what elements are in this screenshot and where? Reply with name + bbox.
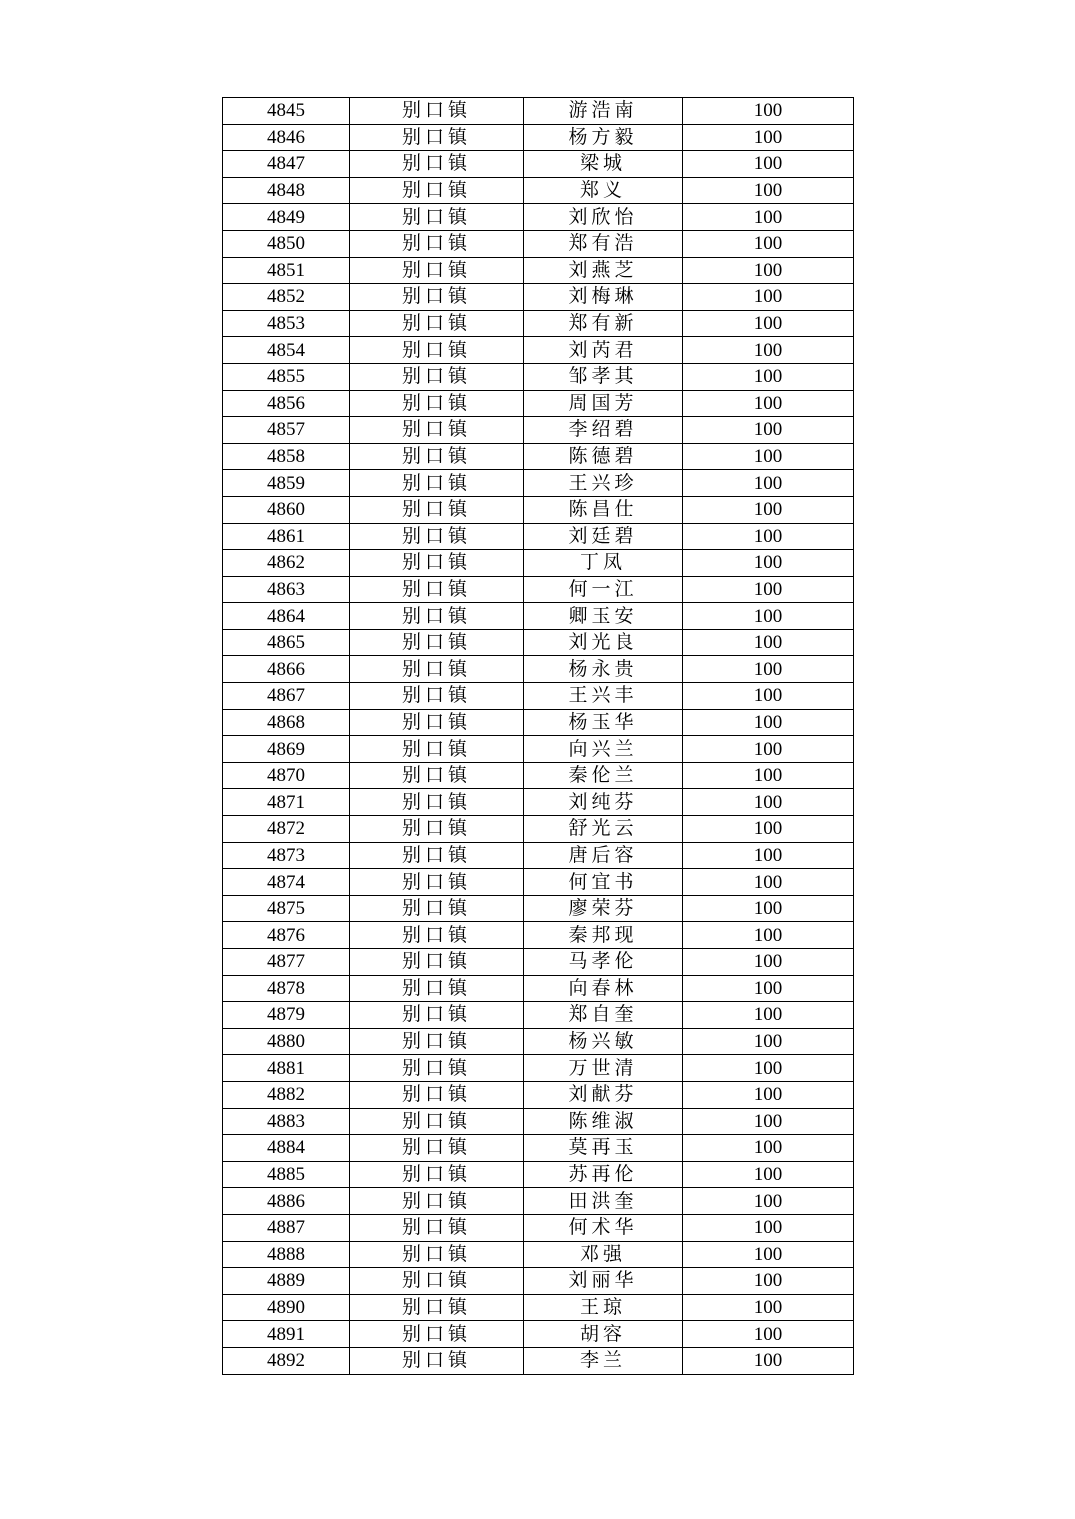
- person-name-cell: 刘芮君: [524, 337, 683, 364]
- serial-number-cell: 4876: [223, 922, 350, 949]
- serial-number-cell: 4867: [223, 683, 350, 710]
- person-name-cell: 向兴兰: [524, 736, 683, 763]
- roster-table-body: [223, 98, 854, 1375]
- person-name-cell: 何一江: [524, 576, 683, 603]
- serial-number-cell: 4870: [223, 762, 350, 789]
- table-row: [223, 842, 854, 869]
- person-name-cell: 杨方毅: [524, 124, 683, 151]
- amount-cell: 100: [683, 1055, 854, 1082]
- person-name-cell: 何术华: [524, 1214, 683, 1241]
- town-cell: 别口镇: [350, 177, 524, 204]
- town-cell: 别口镇: [350, 443, 524, 470]
- amount-cell: 100: [683, 895, 854, 922]
- serial-number-cell: 4869: [223, 736, 350, 763]
- serial-number-cell: 4889: [223, 1268, 350, 1295]
- amount-cell: 100: [683, 1214, 854, 1241]
- town-cell: 别口镇: [350, 683, 524, 710]
- person-name-cell: 苏再伦: [524, 1161, 683, 1188]
- person-name-cell: 莫再玉: [524, 1135, 683, 1162]
- amount-cell: 100: [683, 869, 854, 896]
- table-row: [223, 895, 854, 922]
- amount-cell: 100: [683, 709, 854, 736]
- table-row: [223, 1294, 854, 1321]
- amount-cell: 100: [683, 390, 854, 417]
- serial-number-cell: 4868: [223, 709, 350, 736]
- serial-number-cell: 4862: [223, 550, 350, 577]
- amount-cell: 100: [683, 1241, 854, 1268]
- town-cell: 别口镇: [350, 842, 524, 869]
- serial-number-cell: 4872: [223, 816, 350, 843]
- town-cell: 别口镇: [350, 789, 524, 816]
- town-cell: 别口镇: [350, 1002, 524, 1029]
- table-row: [223, 603, 854, 630]
- serial-number-cell: 4854: [223, 337, 350, 364]
- table-row: [223, 975, 854, 1002]
- table-row: [223, 284, 854, 311]
- person-name-cell: 邹孝其: [524, 363, 683, 390]
- serial-number-cell: 4892: [223, 1347, 350, 1374]
- amount-cell: 100: [683, 443, 854, 470]
- town-cell: 别口镇: [350, 337, 524, 364]
- amount-cell: 100: [683, 1321, 854, 1348]
- person-name-cell: 王兴丰: [524, 683, 683, 710]
- serial-number-cell: 4847: [223, 151, 350, 178]
- serial-number-cell: 4877: [223, 949, 350, 976]
- amount-cell: 100: [683, 363, 854, 390]
- table-row: [223, 177, 854, 204]
- amount-cell: 100: [683, 842, 854, 869]
- town-cell: 别口镇: [350, 1081, 524, 1108]
- amount-cell: 100: [683, 177, 854, 204]
- amount-cell: 100: [683, 762, 854, 789]
- serial-number-cell: 4855: [223, 363, 350, 390]
- table-row: [223, 869, 854, 896]
- town-cell: 别口镇: [350, 975, 524, 1002]
- table-row: [223, 1161, 854, 1188]
- person-name-cell: 刘光良: [524, 629, 683, 656]
- serial-number-cell: 4886: [223, 1188, 350, 1215]
- person-name-cell: 陈德碧: [524, 443, 683, 470]
- amount-cell: 100: [683, 310, 854, 337]
- amount-cell: 100: [683, 1108, 854, 1135]
- town-cell: 别口镇: [350, 1108, 524, 1135]
- serial-number-cell: 4878: [223, 975, 350, 1002]
- person-name-cell: 周国芳: [524, 390, 683, 417]
- person-name-cell: 田洪奎: [524, 1188, 683, 1215]
- roster-table: [222, 97, 854, 1375]
- table-row: [223, 1214, 854, 1241]
- table-row: [223, 1321, 854, 1348]
- serial-number-cell: 4859: [223, 470, 350, 497]
- serial-number-cell: 4884: [223, 1135, 350, 1162]
- amount-cell: 100: [683, 576, 854, 603]
- town-cell: 别口镇: [350, 949, 524, 976]
- person-name-cell: 李绍碧: [524, 417, 683, 444]
- town-cell: 别口镇: [350, 1135, 524, 1162]
- person-name-cell: 秦伦兰: [524, 762, 683, 789]
- table-row: [223, 1055, 854, 1082]
- serial-number-cell: 4874: [223, 869, 350, 896]
- town-cell: 别口镇: [350, 1321, 524, 1348]
- person-name-cell: 廖荣芬: [524, 895, 683, 922]
- person-name-cell: 舒光云: [524, 816, 683, 843]
- town-cell: 别口镇: [350, 124, 524, 151]
- amount-cell: 100: [683, 789, 854, 816]
- person-name-cell: 何宜书: [524, 869, 683, 896]
- amount-cell: 100: [683, 204, 854, 231]
- amount-cell: 100: [683, 1188, 854, 1215]
- table-row: [223, 443, 854, 470]
- person-name-cell: 马孝伦: [524, 949, 683, 976]
- town-cell: 别口镇: [350, 762, 524, 789]
- amount-cell: 100: [683, 470, 854, 497]
- amount-cell: 100: [683, 257, 854, 284]
- town-cell: 别口镇: [350, 922, 524, 949]
- town-cell: 别口镇: [350, 1241, 524, 1268]
- person-name-cell: 陈维淑: [524, 1108, 683, 1135]
- person-name-cell: 杨永贵: [524, 656, 683, 683]
- table-row: [223, 257, 854, 284]
- amount-cell: 100: [683, 230, 854, 257]
- table-row: [223, 1081, 854, 1108]
- table-row: [223, 816, 854, 843]
- person-name-cell: 卿玉安: [524, 603, 683, 630]
- town-cell: 别口镇: [350, 417, 524, 444]
- town-cell: 别口镇: [350, 523, 524, 550]
- serial-number-cell: 4881: [223, 1055, 350, 1082]
- town-cell: 别口镇: [350, 257, 524, 284]
- amount-cell: 100: [683, 683, 854, 710]
- amount-cell: 100: [683, 1002, 854, 1029]
- table-row: [223, 1002, 854, 1029]
- table-row: [223, 1108, 854, 1135]
- table-row: [223, 1028, 854, 1055]
- town-cell: 别口镇: [350, 151, 524, 178]
- person-name-cell: 游浩南: [524, 98, 683, 125]
- amount-cell: 100: [683, 124, 854, 151]
- table-row: [223, 363, 854, 390]
- amount-cell: 100: [683, 656, 854, 683]
- serial-number-cell: 4866: [223, 656, 350, 683]
- serial-number-cell: 4871: [223, 789, 350, 816]
- amount-cell: 100: [683, 98, 854, 125]
- amount-cell: 100: [683, 603, 854, 630]
- table-row: [223, 629, 854, 656]
- table-row: [223, 496, 854, 523]
- serial-number-cell: 4860: [223, 496, 350, 523]
- table-row: [223, 151, 854, 178]
- amount-cell: 100: [683, 284, 854, 311]
- table-row: [223, 417, 854, 444]
- table-row: [223, 1268, 854, 1295]
- town-cell: 别口镇: [350, 1055, 524, 1082]
- serial-number-cell: 4882: [223, 1081, 350, 1108]
- serial-number-cell: 4887: [223, 1214, 350, 1241]
- town-cell: 别口镇: [350, 869, 524, 896]
- table-row: [223, 550, 854, 577]
- person-name-cell: 刘纯芬: [524, 789, 683, 816]
- amount-cell: 100: [683, 1135, 854, 1162]
- serial-number-cell: 4875: [223, 895, 350, 922]
- town-cell: 别口镇: [350, 895, 524, 922]
- town-cell: 别口镇: [350, 816, 524, 843]
- person-name-cell: 刘梅琳: [524, 284, 683, 311]
- serial-number-cell: 4873: [223, 842, 350, 869]
- serial-number-cell: 4845: [223, 98, 350, 125]
- town-cell: 别口镇: [350, 1294, 524, 1321]
- table-row: [223, 949, 854, 976]
- person-name-cell: 李兰: [524, 1347, 683, 1374]
- person-name-cell: 秦邦现: [524, 922, 683, 949]
- person-name-cell: 刘欣怡: [524, 204, 683, 231]
- serial-number-cell: 4853: [223, 310, 350, 337]
- person-name-cell: 郑有浩: [524, 230, 683, 257]
- town-cell: 别口镇: [350, 310, 524, 337]
- table-row: [223, 709, 854, 736]
- serial-number-cell: 4888: [223, 1241, 350, 1268]
- serial-number-cell: 4880: [223, 1028, 350, 1055]
- person-name-cell: 杨兴敏: [524, 1028, 683, 1055]
- table-row: [223, 656, 854, 683]
- person-name-cell: 王琼: [524, 1294, 683, 1321]
- amount-cell: 100: [683, 629, 854, 656]
- table-row: [223, 1188, 854, 1215]
- town-cell: 别口镇: [350, 1028, 524, 1055]
- table-row: [223, 204, 854, 231]
- person-name-cell: 刘丽华: [524, 1268, 683, 1295]
- person-name-cell: 梁城: [524, 151, 683, 178]
- person-name-cell: 陈昌仕: [524, 496, 683, 523]
- table-row: [223, 922, 854, 949]
- town-cell: 别口镇: [350, 550, 524, 577]
- person-name-cell: 胡容: [524, 1321, 683, 1348]
- amount-cell: 100: [683, 975, 854, 1002]
- amount-cell: 100: [683, 949, 854, 976]
- serial-number-cell: 4865: [223, 629, 350, 656]
- table-row: [223, 1241, 854, 1268]
- table-row: [223, 98, 854, 125]
- table-row: [223, 736, 854, 763]
- town-cell: 别口镇: [350, 603, 524, 630]
- person-name-cell: 郑有新: [524, 310, 683, 337]
- serial-number-cell: 4863: [223, 576, 350, 603]
- serial-number-cell: 4856: [223, 390, 350, 417]
- town-cell: 别口镇: [350, 1161, 524, 1188]
- amount-cell: 100: [683, 523, 854, 550]
- serial-number-cell: 4861: [223, 523, 350, 550]
- town-cell: 别口镇: [350, 1214, 524, 1241]
- town-cell: 别口镇: [350, 1347, 524, 1374]
- table-row: [223, 789, 854, 816]
- serial-number-cell: 4852: [223, 284, 350, 311]
- amount-cell: 100: [683, 1081, 854, 1108]
- table-row: [223, 470, 854, 497]
- town-cell: 别口镇: [350, 470, 524, 497]
- person-name-cell: 刘廷碧: [524, 523, 683, 550]
- table-row: [223, 124, 854, 151]
- person-name-cell: 王兴珍: [524, 470, 683, 497]
- person-name-cell: 杨玉华: [524, 709, 683, 736]
- serial-number-cell: 4885: [223, 1161, 350, 1188]
- amount-cell: 100: [683, 337, 854, 364]
- table-row: [223, 1135, 854, 1162]
- serial-number-cell: 4879: [223, 1002, 350, 1029]
- serial-number-cell: 4883: [223, 1108, 350, 1135]
- person-name-cell: 万世清: [524, 1055, 683, 1082]
- amount-cell: 100: [683, 550, 854, 577]
- town-cell: 别口镇: [350, 230, 524, 257]
- town-cell: 别口镇: [350, 363, 524, 390]
- town-cell: 别口镇: [350, 98, 524, 125]
- town-cell: 别口镇: [350, 576, 524, 603]
- town-cell: 别口镇: [350, 1188, 524, 1215]
- amount-cell: 100: [683, 417, 854, 444]
- amount-cell: 100: [683, 922, 854, 949]
- serial-number-cell: 4846: [223, 124, 350, 151]
- serial-number-cell: 4849: [223, 204, 350, 231]
- serial-number-cell: 4857: [223, 417, 350, 444]
- town-cell: 别口镇: [350, 709, 524, 736]
- serial-number-cell: 4848: [223, 177, 350, 204]
- town-cell: 别口镇: [350, 736, 524, 763]
- table-row: [223, 390, 854, 417]
- serial-number-cell: 4890: [223, 1294, 350, 1321]
- table-row: [223, 310, 854, 337]
- table-row: [223, 1347, 854, 1374]
- town-cell: 别口镇: [350, 204, 524, 231]
- amount-cell: 100: [683, 1294, 854, 1321]
- town-cell: 别口镇: [350, 656, 524, 683]
- amount-cell: 100: [683, 496, 854, 523]
- town-cell: 别口镇: [350, 1268, 524, 1295]
- town-cell: 别口镇: [350, 629, 524, 656]
- amount-cell: 100: [683, 151, 854, 178]
- person-name-cell: 唐后容: [524, 842, 683, 869]
- amount-cell: 100: [683, 736, 854, 763]
- serial-number-cell: 4851: [223, 257, 350, 284]
- town-cell: 别口镇: [350, 390, 524, 417]
- person-name-cell: 刘燕芝: [524, 257, 683, 284]
- serial-number-cell: 4864: [223, 603, 350, 630]
- amount-cell: 100: [683, 1161, 854, 1188]
- serial-number-cell: 4850: [223, 230, 350, 257]
- table-row: [223, 683, 854, 710]
- table-row: [223, 337, 854, 364]
- person-name-cell: 郑义: [524, 177, 683, 204]
- serial-number-cell: 4858: [223, 443, 350, 470]
- table-row: [223, 523, 854, 550]
- serial-number-cell: 4891: [223, 1321, 350, 1348]
- person-name-cell: 丁凤: [524, 550, 683, 577]
- town-cell: 别口镇: [350, 284, 524, 311]
- person-name-cell: 邓强: [524, 1241, 683, 1268]
- town-cell: 别口镇: [350, 496, 524, 523]
- amount-cell: 100: [683, 1268, 854, 1295]
- amount-cell: 100: [683, 1347, 854, 1374]
- table-row: [223, 230, 854, 257]
- table-row: [223, 762, 854, 789]
- table-row: [223, 576, 854, 603]
- person-name-cell: 郑自奎: [524, 1002, 683, 1029]
- person-name-cell: 刘献芬: [524, 1081, 683, 1108]
- amount-cell: 100: [683, 1028, 854, 1055]
- amount-cell: 100: [683, 816, 854, 843]
- person-name-cell: 向春林: [524, 975, 683, 1002]
